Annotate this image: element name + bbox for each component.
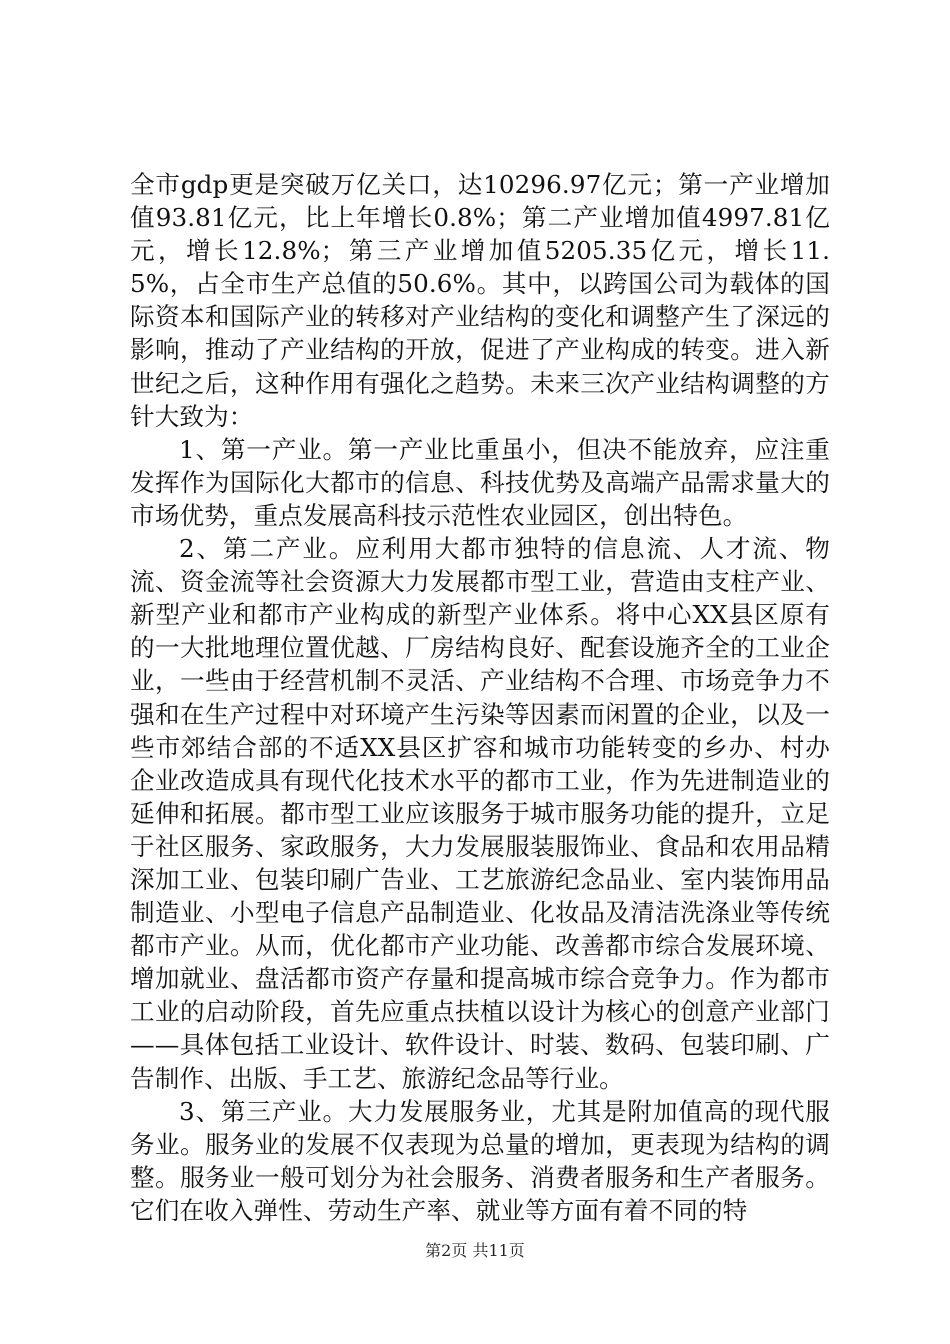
document-body [130,168,830,1227]
page-number-footer: 第2页 共11页 [425,1241,525,1260]
paragraph-intro: 全市gdp更是突破万亿关口，达10296.97亿元；第一产业增加值93.81亿元，比上年增长0.8%；第二产业增加值4997.81亿元，增长12.8%；第三产业增加值5205.35亿元，增长11.5%，占全市生产总值的50.6%。其中，以跨国公司为载体的国际资本和国际产业的转移对产业结构的变化和调整产生了深远的影响，推动了产业结构的开放，促进了产业构成的转变。进入新世纪之后，这种作用有强化之趋势。未来三次产业结构调整的方针大致为： [130,170,830,431]
paragraph-tertiary-industry: 3、第三产业。大力发展服务业，尤其是附加值高的现代服务业。服务业的发展不仅表现为总量的增加，更表现为结构的调整。服务业一般可划分为社会服务、消费者服务和生产者服务。它们在收入弹性、劳动生产率、就业等方面有着不同的特 [130,1096,830,1225]
paragraph-secondary-industry: 2、第二产业。应利用大都市独特的信息流、人才流、物流、资金流等社会资源大力发展都市型工业，营造由支柱产业、新型产业和都市产业构成的新型产业体系。将中心XX县区原有的一大批地理位置优越、厂房结构良好、配套设施齐全的工业企业，一些由于经营机制不灵活、产业结构不合理、市场竞争力不强和在生产过程中对环境产生污染等因素而闲置的企业，以及一些市郊结合部的不适XX县区扩容和城市功能转变的乡办、村办企业改造成具有现代化技术水平的都市工业，作为先进制造业的延伸和拓展。都市型工业应该服务于城市服务功能的提升，立足于社区服务、家政服务，大力发展服装服饰业、食品和农用品精深加工业、包装印刷广告业、工艺旅游纪念品业、室内装饰用品制造业、小型电子信息产品制造业、化妆品及清洁洗涤业等传统都市产业。从而，优化都市产业功能、改善都市综合发展环境、增加就业、盘活都市资产存量和提高城市综合竞争力。作为都市工业的启动阶段，首先应重点扶植以设计为核心的创意产业部门——具体包括工业设计、软件设计、时装、数码、包装印刷、广告制作、出版、手工艺、旅游纪念品等行业。 [130,534,830,1093]
paragraph-primary-industry: 1、第一产业。第一产业比重虽小，但决不能放弃，应注重发挥作为国际化大都市的信息、科技优势及高端产品需求量大的市场优势，重点发展高科技示范性农业园区，创出特色。 [130,434,830,530]
